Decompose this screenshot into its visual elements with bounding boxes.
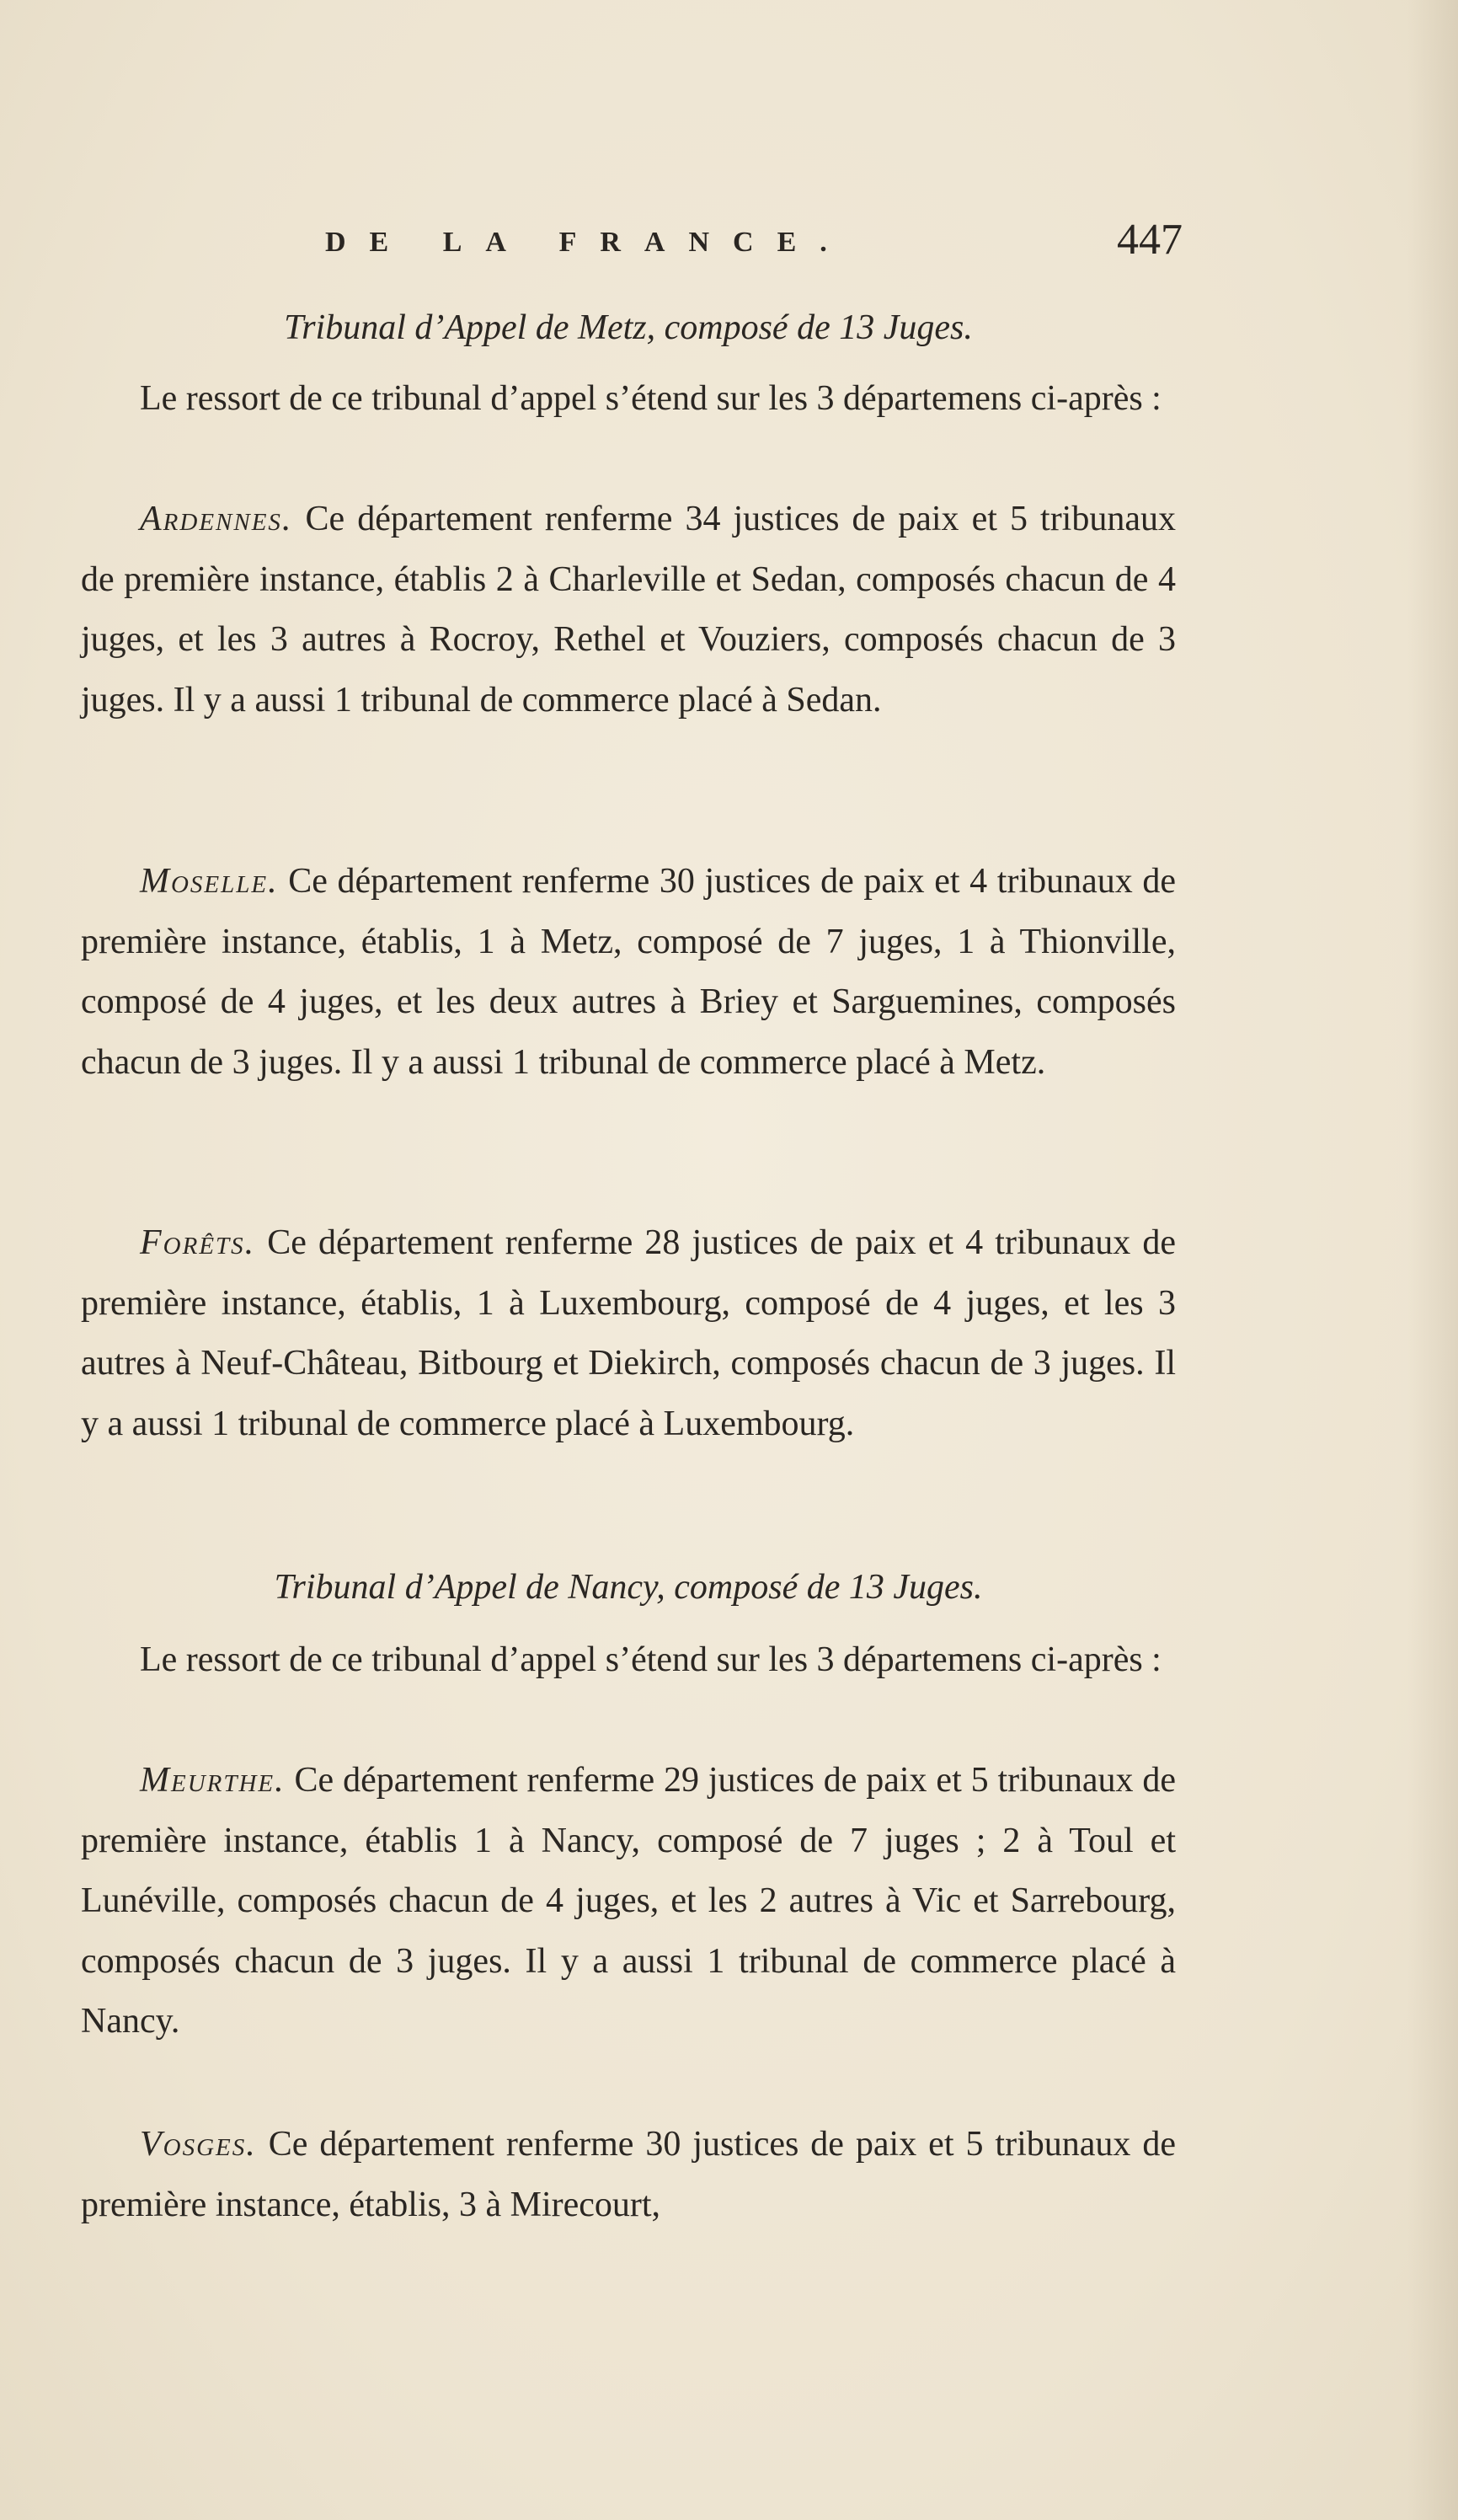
department-text: Ce département renferme 30 justices de paix et 5 tribunaux de première instance, établis, 3 à Mirecourt, — [81, 2125, 1176, 2224]
department-name: Vosges. — [140, 2125, 257, 2164]
section-intro-metz — [81, 369, 1176, 430]
department-moselle — [81, 852, 1176, 1093]
running-head — [81, 215, 1183, 274]
department-ardennes — [81, 490, 1176, 730]
section-heading-metz: Tribunal d’Appel de Metz, composé de 13 Juges. — [284, 308, 973, 347]
running-title: DE LA FRANCE. — [325, 227, 851, 258]
department-name: Forêts. — [140, 1223, 256, 1262]
department-forets — [81, 1213, 1176, 1454]
department-name: Moselle. — [140, 862, 279, 901]
section-intro-nancy — [81, 1630, 1176, 1691]
department-text: Ce département renferme 34 justices de paix et 5 tribunaux de première instance, établis 2 à Charleville et Sedan, composés chacun de 4 juges, et les 3 autres à Rocroy, Rethel et Vouziers, composés chacun de 3 juges. Il y a aussi 1 tribunal de commerce placé à Sedan. — [81, 500, 1176, 720]
intro-text: Le ressort de ce tribunal d’appel s’étend sur les 3 départemens ci-après : — [140, 379, 1162, 418]
section-heading-nancy: Tribunal d’Appel de Nancy, composé de 13 Juges. — [274, 1568, 983, 1607]
department-vosges — [81, 2115, 1176, 2235]
page-number: 447 — [1117, 216, 1183, 264]
department-text: Ce département renferme 28 justices de paix et 4 tribunaux de première instance, établis, 1 à Luxembourg, composé de 4 juges, et les 3 autres à Neuf-Château, Bitbourg et Diekirch, composés chacun de 3 juges. Il y a aussi 1 tribunal de commerce placé à Luxembourg. — [81, 1223, 1177, 1443]
department-meurthe — [81, 1751, 1176, 2052]
department-text: Ce département renferme 29 justices de paix et 5 tribunaux de première instance, établis 1 à Nancy, composé de 7 juges ; 2 à Toul et Lunéville, composés chacun de 4 juges, et les 2 autres à Vic et Sarrebourg, composés chacun de 3 juges. Il y a aussi 1 tribunal de commerce placé à Nancy. — [81, 1761, 1176, 2041]
department-text: Ce département renferme 30 justices de paix et 4 tribunaux de première instance, établis, 1 à Metz, composé de 7 juges, 1 à Thionville, composé de 4 juges, et les deux autres à Briey et Sarguemines, composés chacun de 3 juges. Il y a aussi 1 tribunal de commerce placé à Metz. — [81, 862, 1177, 1082]
department-name: Meurthe. — [140, 1761, 286, 1800]
department-name: Ardennes. — [140, 500, 293, 538]
intro-text: Le ressort de ce tribunal d’appel s’étend sur les 3 départemens ci-après : — [140, 1640, 1162, 1679]
page-edge-shadow — [1407, 0, 1458, 2520]
